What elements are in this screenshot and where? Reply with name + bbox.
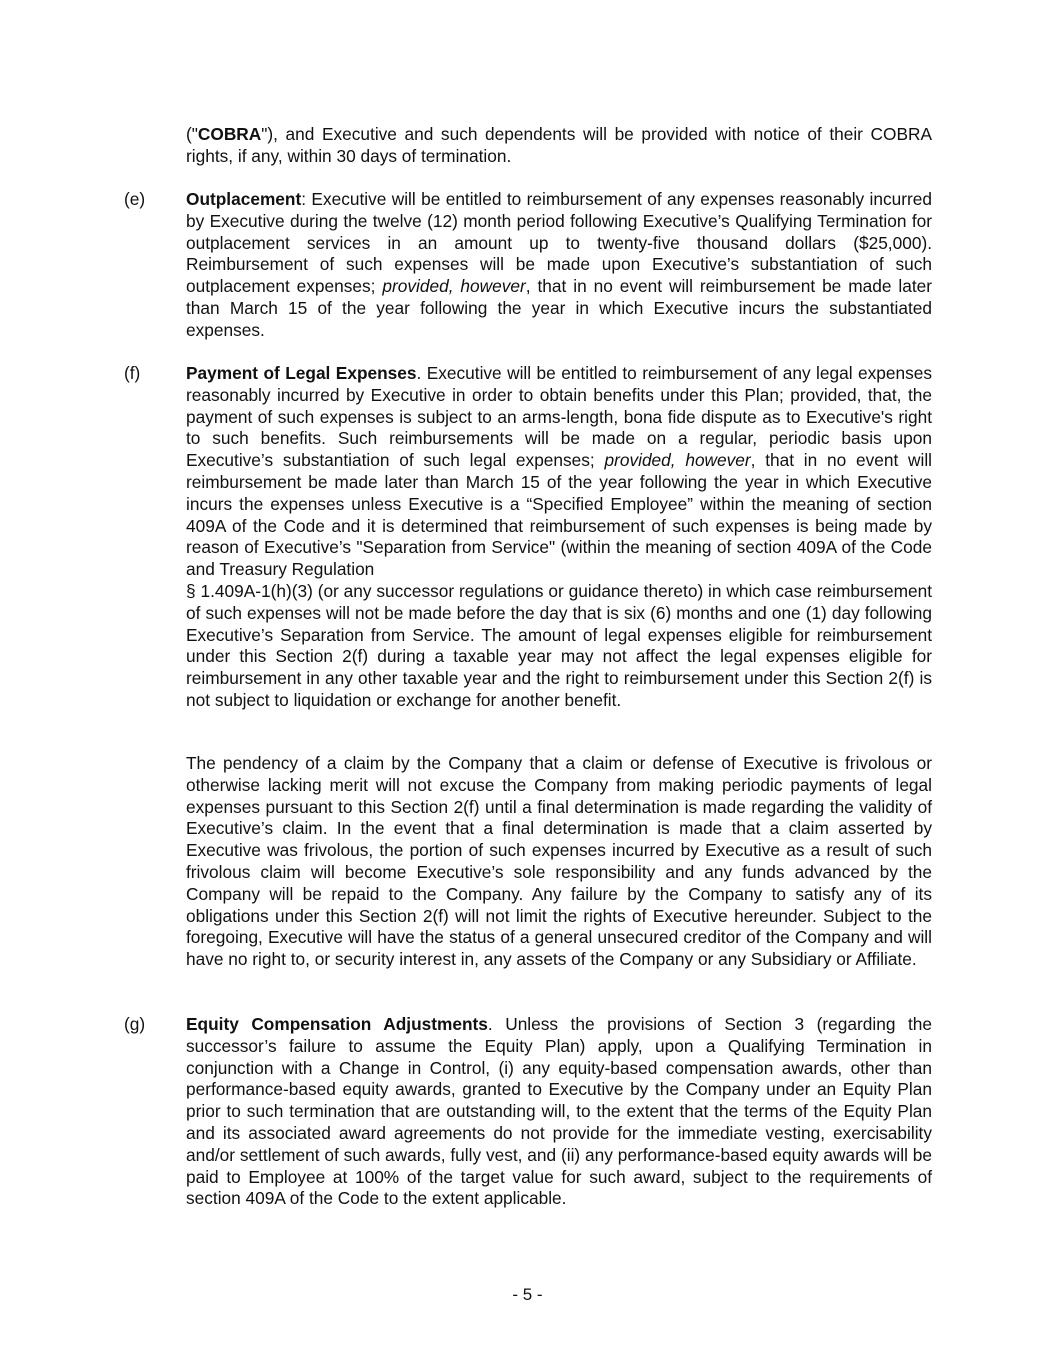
section-g-label: (g) [124,1014,146,1034]
italic-run: provided, however [604,450,751,471]
section-f-paragraph-2: The pendency of a claim by the Company that a claim or defense of Executive is frivolous or otherwise lacking merit will not excuse the Company from making periodic payments of legal expenses pursuant to this Section 2(f) until a final determination is made regarding the validity of Executive’s claim. In the event that a final determination is made that a claim asserted by Executive was frivolous, the portion of such expenses incurred by Executive as a result of such frivolous claim will become Executive’s sole responsibility and any funds advanced by the Company will be repaid to the Company. Any failure by the Company to satisfy any of its obligations under this Section 2(f) will not limit the rights of Executive hereunder. Subject to the foregoing, Executive will have the status of a general unsecured creditor of the Company and will have no right to, or security interest in, any assets of the Company or any Subsidiary or Affiliate. [186,753,932,970]
cobra-term: COBRA [197,124,262,144]
section-g-paragraph [186,1014,932,1210]
section-f-continuation: § 1.409A-1(h)(3) (or any successor regulations or guidance thereto) in which case reimbursement of such expenses will not be made before the day that is six (6) months and one (1) day following Executive’s Separation from Service. The amount of legal expenses eligible for reimbursement under this Section 2(f) during a taxable year may not affect the legal expenses eligible for reimbursement in any other taxable year and the right to reimbursement under this Section 2(f) is not subject to liquidation or exchange for another benefit. [186,581,932,710]
text-run: , that in no event will reimbursement be made later than March 15 of the year following the year in which Executive incurs the substantiated expenses. [186,276,932,340]
italic-run: provided, however [382,276,526,297]
section-e-label: (e) [124,189,146,209]
page-number: - 5 - [512,1285,543,1304]
text-run: (" [186,124,198,144]
section-f-heading: Payment of Legal Expenses [186,363,417,383]
section-e-paragraph [186,189,932,342]
text-run: , that in no event will reimbursement be made later than March 15 of the year following the year in which Executive incurs the expenses unless Executive is a “Specified Employee” within the meaning of section 409A of the Code and it is determined that reimbursement of such expenses is being made by reason of Executive’s "Separation from Service" (within the meaning of section 409A of the Code and Treasury Regulation [186,450,933,580]
section-f-paragraph [186,363,932,581]
cobra-paragraph [186,124,932,168]
text-run: . Executive will be entitled to reimbursement of any legal expenses reasonably incurred by Executive in order to obtain benefits under this Plan; provided, that, the payment of such expenses is subject to an arms-length, bona fide dispute as to Executive's right to such benefits. Such reimbursements will be made on a regular, periodic basis upon Executive’s substantiation of such legal expenses; [186,363,932,471]
section-g-heading: Equity Compensation Adjustments [186,1014,488,1034]
section-e-heading: Outplacement [186,189,302,209]
section-f-label: (f) [124,363,141,383]
text-run: . Unless the provisions of Section 3 (regarding the successor’s failure to assume the Equity Plan) apply, upon a Qualifying Termination in conjunction with a Change in Control, (i) any equity-based compensation awards, other than performance-based equity awards, granted to Executive by the Company under an Equity Plan prior to such termination that are outstanding will, to the extent that the terms of the Equity Plan and its associated award agreements do not provide for the immediate vesting, exercisability and/or settlement of such awards, fully vest, and (ii) any performance-based equity awards will be paid to Employee at 100% of the target value for such award, subject to the requirements of section 409A of the Code to the extent applicable. [186,1014,932,1209]
text-run: "), and Executive and such dependents will be provided with notice of their COBRA rights, if any, within 30 days of termination. [186,124,932,166]
text-run: : Executive will be entitled to reimbursement of any expenses reasonably incurred by Executive during the twelve (12) month period following Executive’s Qualifying Termination for outplacement services in an amount up to twenty-five thousand dollars ($25,000). Reimbursement of such expenses will be made upon Executive’s substantiation of such outplacement expenses; [186,189,932,297]
